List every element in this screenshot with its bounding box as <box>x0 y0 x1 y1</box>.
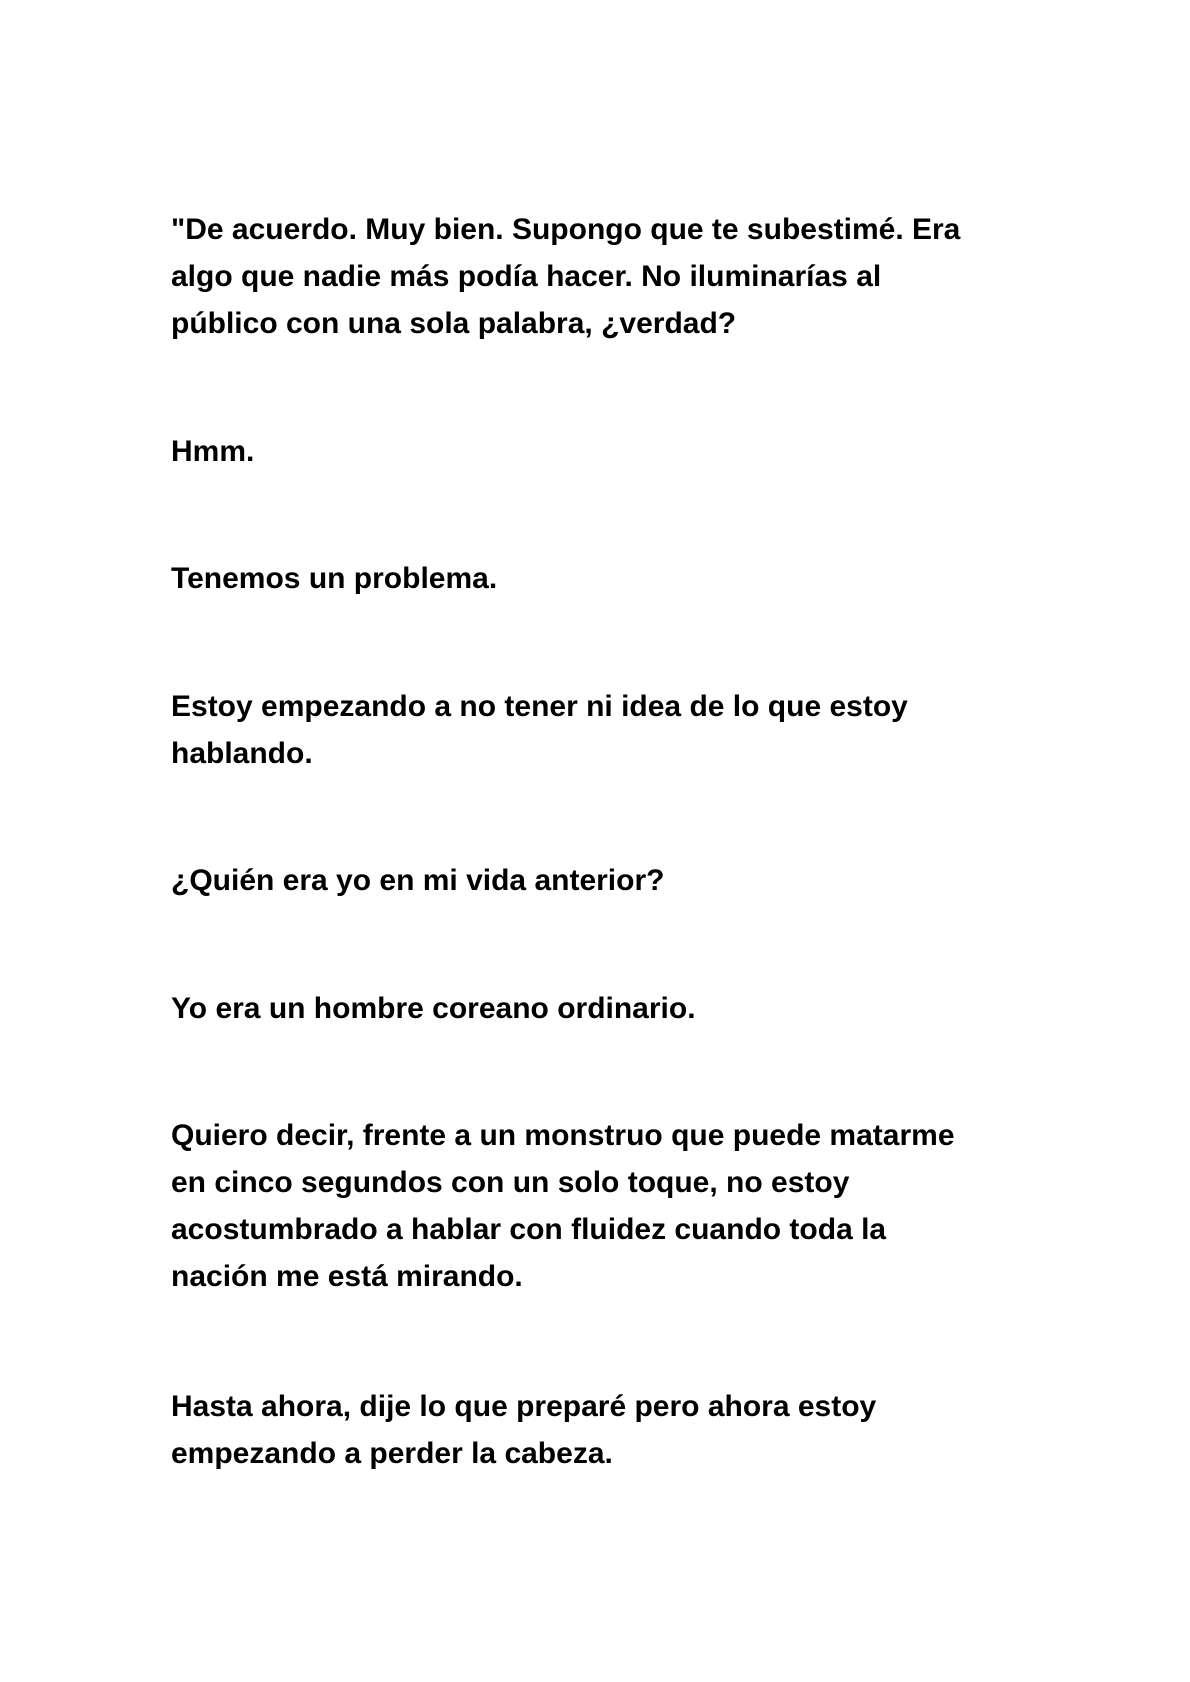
paragraph-4 <box>171 683 1071 777</box>
paragraph-line: empezando a perder la cabeza. <box>171 1437 613 1470</box>
paragraph-line: en cinco segundos con un solo toque, no estoy <box>171 1166 850 1199</box>
paragraph-7 <box>171 1112 1071 1300</box>
paragraph-line: Hmm. <box>171 435 255 468</box>
paragraph-1 <box>171 206 1071 347</box>
paragraph-line: Hasta ahora, dije lo que preparé pero ahora estoy <box>171 1390 877 1423</box>
paragraph-line: público con una sola palabra, ¿verdad? <box>171 307 737 340</box>
paragraph-line: hablando. <box>171 737 313 770</box>
paragraph-line: Estoy empezando a no tener ni idea de lo que estoy <box>171 690 908 723</box>
paragraph-3 <box>171 555 1071 602</box>
paragraph-line: Tenemos un problema. <box>171 562 498 595</box>
paragraph-6 <box>171 985 1071 1032</box>
paragraph-line: algo que nadie más podía hacer. No iluminarías al <box>171 260 882 293</box>
paragraph-line: "De acuerdo. Muy bien. Supongo que te subestimé. Era <box>171 213 961 246</box>
paragraph-line: Yo era un hombre coreano ordinario. <box>171 992 696 1025</box>
paragraph-2 <box>171 428 1071 475</box>
paragraph-8 <box>171 1383 1071 1477</box>
paragraph-line: acostumbrado a hablar con fluidez cuando toda la <box>171 1213 887 1246</box>
paragraph-line: Quiero decir, frente a un monstruo que puede matarme <box>171 1119 955 1152</box>
paragraph-line: nación me está mirando. <box>171 1260 523 1293</box>
paragraph-line: ¿Quién era yo en mi vida anterior? <box>171 864 665 897</box>
paragraph-5 <box>171 857 1071 904</box>
